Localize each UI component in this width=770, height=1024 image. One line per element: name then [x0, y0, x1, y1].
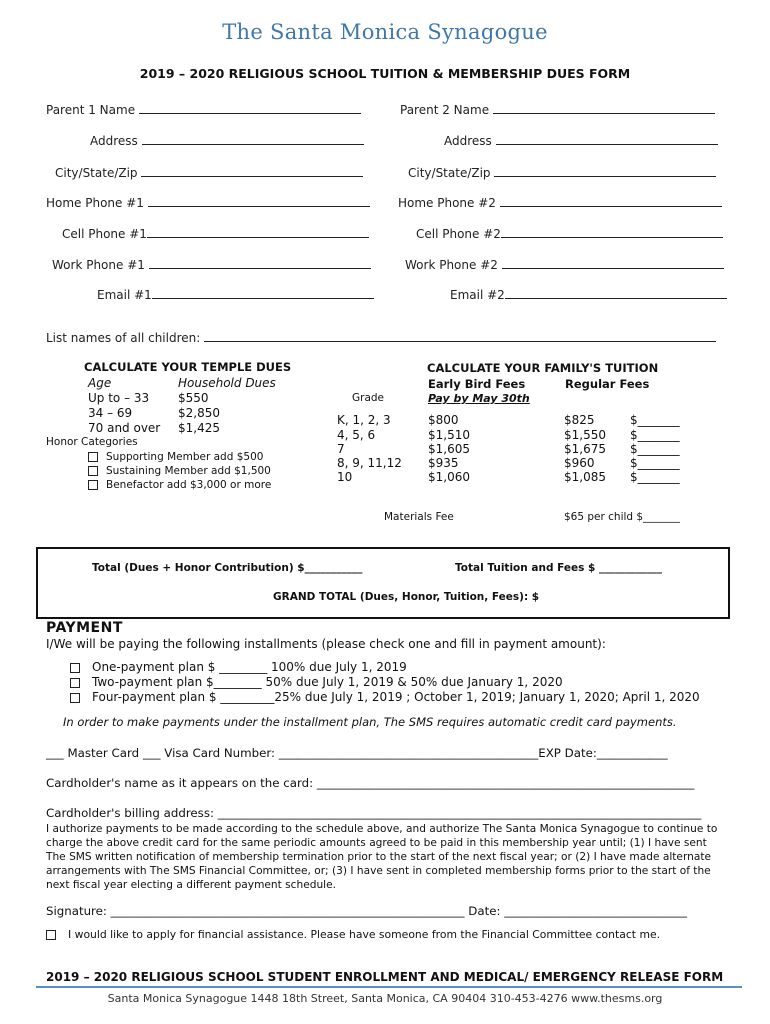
- honor-option-label: Benefactor add $3,000 or more: [106, 479, 272, 491]
- dues-amount-1: $2,850: [178, 406, 220, 420]
- city1-label: City/State/Zip: [55, 166, 138, 180]
- cell1-label: Cell Phone #1: [62, 227, 147, 241]
- tuition-regular-2: $1,675: [564, 442, 606, 456]
- tuition-blank-2[interactable]: $_______: [630, 442, 680, 456]
- enrollment-form-title: 2019 – 2020 RELIGIOUS SCHOOL STUDENT ENROLLMENT AND MEDICAL/ EMERGENCY RELEASE FORM: [46, 970, 724, 984]
- installment-note: In order to make payments under the installment plan, The SMS requires automatic credit card payments.: [63, 715, 677, 729]
- parent2-label: Parent 2 Name: [400, 103, 490, 117]
- dues-heading: CALCULATE YOUR TEMPLE DUES: [84, 360, 292, 374]
- tuition-grade-1: 4, 5, 6: [337, 428, 376, 442]
- address2-label: Address: [444, 134, 492, 148]
- parent2-field[interactable]: [400, 102, 715, 117]
- assistance-option[interactable]: [46, 928, 660, 941]
- plan-option[interactable]: [70, 690, 700, 704]
- payment-heading: PAYMENT: [46, 620, 123, 636]
- city2-label: City/State/Zip: [408, 166, 491, 180]
- form-title: 2019 – 2020 RELIGIOUS SCHOOL TUITION & MEMBERSHIP DUES FORM: [139, 66, 631, 81]
- materials-label: Materials Fee: [384, 511, 454, 523]
- parent1-label: Parent 1 Name: [46, 103, 136, 117]
- parent1-field[interactable]: [46, 102, 361, 117]
- tuition-early-0: $800: [428, 413, 459, 427]
- cardholder-name-field[interactable]: Cardholder's name as it appears on the card: ________________________________________________________________: [46, 776, 695, 790]
- tuition-blank-3[interactable]: $_______: [630, 456, 680, 470]
- signature-line[interactable]: Signature: ____________________________________________________________ Date: _______________________________: [46, 904, 688, 918]
- plan-label: One-payment plan $ ________ 100% due July 1, 2019: [92, 660, 407, 674]
- dues-col-age: Age: [88, 376, 112, 390]
- tuition-total[interactable]: Total Tuition and Fees $ ____________: [455, 562, 662, 574]
- tuition-regular-1: $1,550: [564, 428, 606, 442]
- dues-total[interactable]: Total (Dues + Honor Contribution) $___________: [92, 562, 363, 574]
- address1-field[interactable]: [90, 133, 364, 148]
- billing-address-field[interactable]: Cardholder's billing address: __________________________________________________________________________________: [46, 806, 702, 820]
- plan-checkbox[interactable]: [70, 678, 80, 688]
- children-label: List names of all children:: [46, 331, 201, 345]
- work1-label: Work Phone #1: [52, 258, 145, 272]
- address2-field[interactable]: [444, 133, 718, 148]
- dues-col-household: Household Dues: [178, 376, 276, 390]
- honor-label: Honor Categories: [46, 436, 138, 448]
- honor-checkbox[interactable]: [88, 480, 98, 490]
- dues-age-1: 34 – 69: [88, 406, 133, 420]
- city1-field[interactable]: [55, 165, 363, 180]
- plan-label: Two-payment plan $________ 50% due July 1, 2019 & 50% due January 1, 2020: [92, 675, 563, 689]
- address1-label: Address: [90, 134, 138, 148]
- home1-label: Home Phone #1: [46, 196, 144, 210]
- tuition-early-2: $1,605: [428, 442, 470, 456]
- dues-age-0: Up to – 33: [88, 391, 150, 405]
- totals-box: [36, 547, 730, 619]
- materials-value[interactable]: $65 per child $_______: [564, 511, 680, 523]
- home2-label: Home Phone #2: [398, 196, 496, 210]
- dues-amount-2: $1,425: [178, 421, 220, 435]
- card-line[interactable]: ___ Master Card ___ Visa Card Number: ____________________________________________EXP Date:____________: [46, 746, 668, 760]
- payment-intro: I/We will be paying the following installments (please check one and fill in payment amount):: [46, 637, 606, 651]
- cell2-field[interactable]: [416, 226, 723, 241]
- email1-label: Email #1: [97, 288, 152, 302]
- email1-field[interactable]: [97, 287, 374, 302]
- tuition-grade-0: K, 1, 2, 3: [337, 413, 391, 427]
- work1-field[interactable]: [52, 257, 371, 272]
- tuition-regular-3: $960: [564, 456, 595, 470]
- tuition-grade-3: 8, 9, 11,12: [337, 456, 402, 470]
- tuition-col-early: Early Bird Fees: [428, 377, 526, 391]
- tuition-blank-1[interactable]: $_______: [630, 428, 680, 442]
- plan-label: Four-payment plan $ _________25% due July 1, 2019 ; October 1, 2019; January 1, 2020; April 1, 2020: [92, 690, 700, 704]
- grand-total[interactable]: GRAND TOTAL (Dues, Honor, Tuition, Fees): $: [273, 591, 540, 603]
- children-field[interactable]: [46, 330, 716, 345]
- authorization-text: I authorize payments to be made according to the schedule above, and authorize The Santa Monica Synagogue to continue to charge the above credit card for the same periodic amounts agreed to be paid in this membership year until; (1) I have sent The SMS written notification of membership termination prior to the start of the next fiscal year; or (2) I have made alternate arrangements with The SMS Financial Committee, or; (3) I have sent in completed membership forms prior to the start of the next fiscal year electing a different payment schedule.: [46, 823, 718, 891]
- plan-checkbox[interactable]: [70, 693, 80, 703]
- home2-field[interactable]: [398, 195, 722, 210]
- tuition-regular-4: $1,085: [564, 470, 606, 484]
- dues-age-2: 70 and over: [88, 421, 161, 435]
- footer-divider: [36, 986, 742, 988]
- cell1-field[interactable]: [62, 226, 369, 241]
- tuition-heading: CALCULATE YOUR FAMILY'S TUITION: [427, 361, 659, 375]
- city2-field[interactable]: [408, 165, 716, 180]
- honor-checkbox[interactable]: [88, 452, 98, 462]
- cell2-label: Cell Phone #2: [416, 227, 501, 241]
- dues-amount-0: $550: [178, 391, 209, 405]
- footer-address: Santa Monica Synagogue 1448 18th Street, Santa Monica, CA 90404 310-453-4276 www.thesms.org: [107, 992, 663, 1005]
- plan-option[interactable]: [70, 675, 563, 689]
- work2-field[interactable]: [405, 257, 724, 272]
- honor-option[interactable]: [88, 479, 271, 491]
- tuition-regular-0: $825: [564, 413, 595, 427]
- tuition-grade-2: 7: [337, 442, 345, 456]
- plan-checkbox[interactable]: [70, 663, 80, 673]
- tuition-col-regular: Regular Fees: [565, 377, 650, 391]
- tuition-early-3: $935: [428, 456, 459, 470]
- home1-field[interactable]: [46, 195, 370, 210]
- tuition-early-1: $1,510: [428, 428, 470, 442]
- honor-option[interactable]: [88, 451, 263, 463]
- honor-option-label: Supporting Member add $500: [106, 451, 264, 463]
- work2-label: Work Phone #2: [405, 258, 498, 272]
- honor-option[interactable]: [88, 465, 271, 477]
- email2-field[interactable]: [450, 287, 727, 302]
- tuition-col-grade: Grade: [352, 392, 385, 404]
- honor-checkbox[interactable]: [88, 466, 98, 476]
- pay-by-date: Pay by May 30th: [428, 392, 530, 405]
- tuition-grade-4: 10: [337, 470, 353, 484]
- honor-option-label: Sustaining Member add $1,500: [106, 465, 271, 477]
- plan-option[interactable]: [70, 660, 407, 674]
- tuition-blank-4[interactable]: $_______: [630, 470, 680, 484]
- assistance-checkbox[interactable]: [46, 930, 56, 940]
- tuition-blank-0[interactable]: $_______: [630, 413, 680, 427]
- email2-label: Email #2: [450, 288, 505, 302]
- assistance-label: I would like to apply for financial assistance. Please have someone from the Financial Committee contact me.: [68, 928, 661, 941]
- tuition-early-4: $1,060: [428, 470, 470, 484]
- synagogue-logo: The Santa Monica Synagogue: [222, 20, 548, 44]
